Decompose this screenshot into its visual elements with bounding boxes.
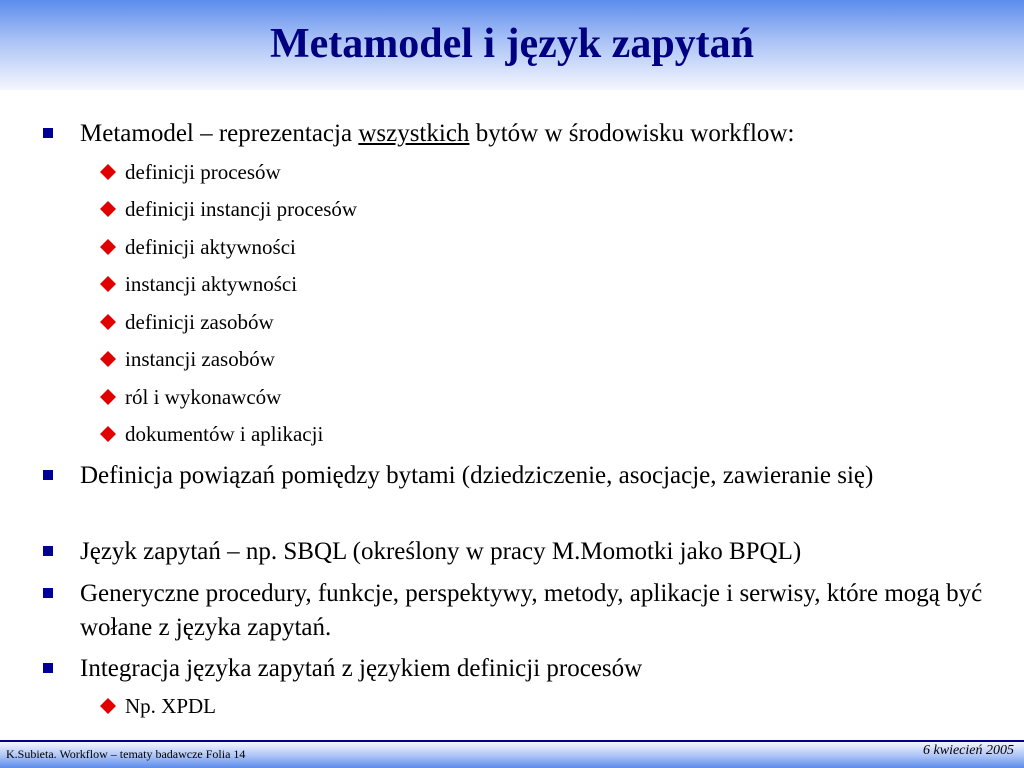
red-diamond-bullet-icon [100, 698, 116, 714]
red-diamond-bullet-icon [100, 164, 116, 180]
sub-item: definicji aktywności [125, 235, 296, 259]
red-diamond-bullet-icon [100, 351, 116, 367]
red-diamond-bullet-icon [100, 389, 116, 405]
bullet-item-metamodel-prefix: Metamodel – reprezentacja [80, 120, 359, 147]
blue-square-bullet-icon [43, 546, 53, 556]
sub-item: Np. XPDL [125, 694, 217, 718]
sub-item: instancji aktywności [125, 272, 298, 296]
footer-date: 6 kwiecień 2005 [923, 743, 1014, 758]
blue-square-bullet-icon [43, 470, 53, 480]
sub-item: ról i wykonawców [125, 385, 282, 409]
red-diamond-bullet-icon [100, 426, 116, 442]
bullet-item-query-language: Język zapytań – np. SBQL (określony w pracy M.Momotki jako BPQL) [80, 538, 802, 565]
sub-item: dokumentów i aplikacji [125, 422, 324, 446]
blue-square-bullet-icon [43, 128, 53, 138]
blue-square-bullet-icon [43, 663, 53, 673]
red-diamond-bullet-icon [100, 314, 116, 330]
sub-item: instancji zasobów [125, 347, 275, 371]
red-diamond-bullet-icon [100, 201, 116, 217]
bullet-item-relations: Definicja powiązań pomiędzy bytami (dziedziczenie, asocjacje, zawieranie się) [80, 462, 874, 489]
blue-square-bullet-icon [43, 588, 53, 598]
footer-author-slide: K.Subieta. Workflow – tematy badawcze Folia 14 [6, 747, 246, 761]
bullet-item-metamodel [80, 117, 1015, 151]
red-diamond-bullet-icon [100, 276, 116, 292]
red-diamond-bullet-icon [100, 239, 116, 255]
sub-item: definicji zasobów [125, 310, 274, 334]
bullet-item-integration: Integracja języka zapytań z językiem definicji procesów [80, 655, 643, 682]
slide-title: Metamodel i język zapytań [269, 21, 755, 67]
bullet-item-generic-procedures: Generyczne procedury, funkcje, perspektywy, metody, aplikacje i serwisy, które mogą być wołane z języka zapytań. [80, 580, 983, 641]
sub-item: definicji procesów [125, 160, 281, 184]
sub-item: definicji instancji procesów [125, 197, 358, 221]
bullet-item-metamodel-suffix: bytów w środowisku workflow: [469, 120, 795, 147]
underlined-word: wszystkich [358, 120, 470, 147]
